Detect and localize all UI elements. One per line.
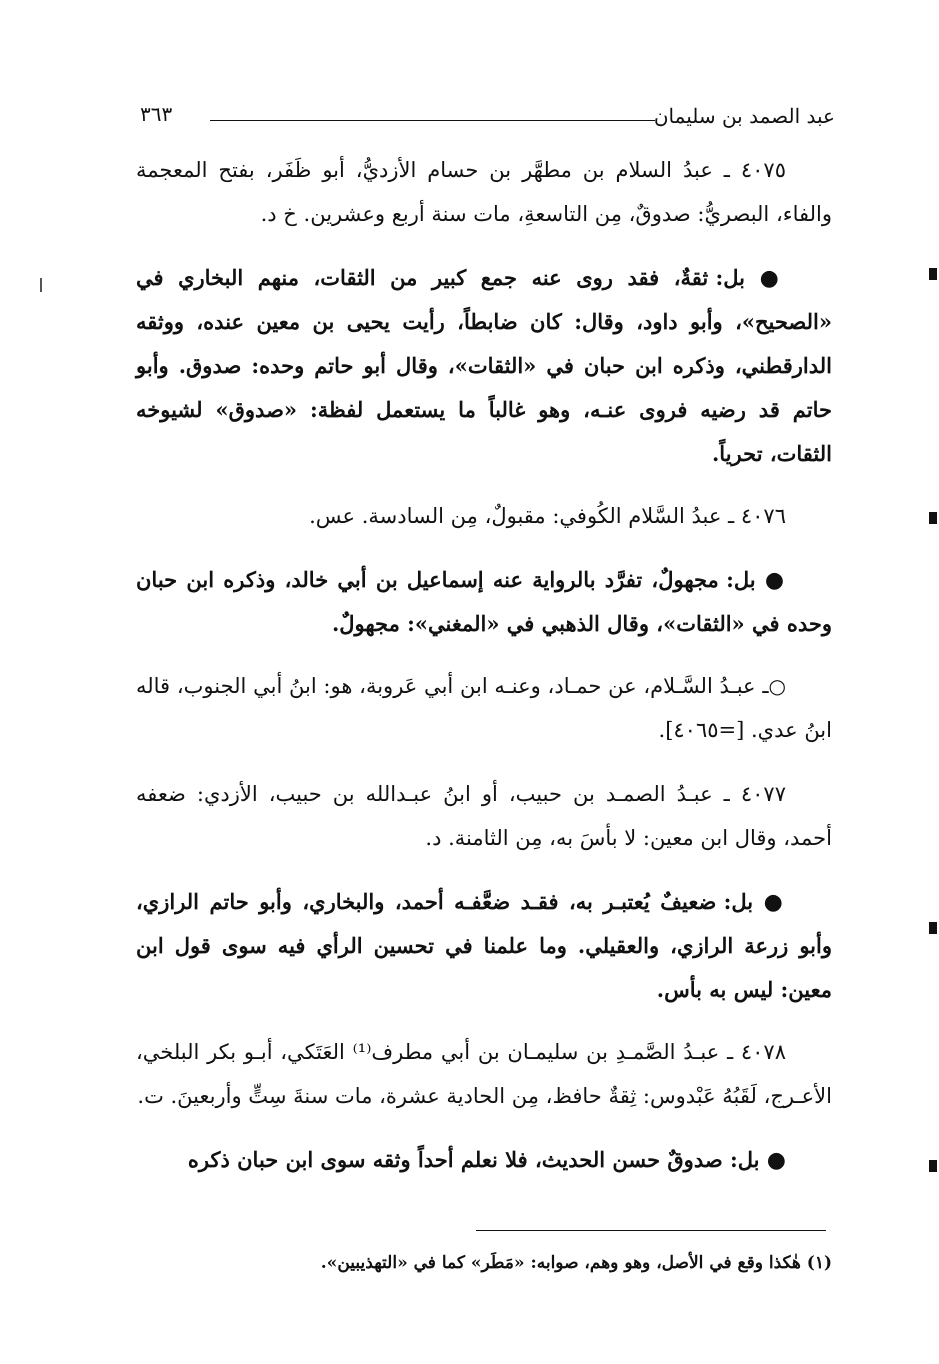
- margin-mark: [929, 268, 937, 280]
- comment-4075: [136, 256, 832, 476]
- footnote: (١) هٰكذا وقع في الأصل، وهو وهم، صوابه: «مَطَر» كما في «التهذيبين».: [320, 1253, 832, 1273]
- page-number: ٣٦٣: [140, 102, 173, 126]
- margin-mark: [929, 1160, 937, 1172]
- bullet-icon: ●: [764, 567, 786, 593]
- page-body: [136, 148, 832, 1200]
- bullet-icon: ●: [759, 265, 786, 291]
- entry-4078: ٤٠٧٨ ـ عبـدُ الصَّمـدِ بن سليمـان بن أبي مطرف⁽¹⁾ العَتَكي، أبـو بكر البلخي، الأعـرج، لَقَبُهُ عَبْدوس: ثِقةٌ حافظ، مِن الحادية عشرة، مات سنةَ سِتٍّ وأربعينَ. ت.: [136, 1040, 832, 1108]
- comment-text: بل: ثقةٌ، فقد روى عنه جمع كبير من الثقات، منهم البخاري في «الصحيح»، وأبو داود، وقال: كان ضابطاً، رأيت يحيى بن معين عنده، ووثقه الدارقطني، وذكره ابن حبان في «الثقات»، وقال أبو حاتم وحده: صدوق. وأبو حاتم قد رضيه فروى عنـه، وهو غالباً ما يستعمل لفظة: «صدوق» لشيوخه الثقات، تحرياً.: [136, 265, 832, 466]
- comment-4077: [136, 880, 832, 1012]
- entry-abd-al-salam-cross-ref: [136, 664, 832, 752]
- scan-speck: [40, 278, 42, 292]
- margin-mark: [929, 512, 937, 524]
- comment-text: بل: ضعيفٌ يُعتبـر به، فقـد ضعَّفـه أحمد، والبخاري، وأبو حاتم الرازي، وأبو زرعة الرازي، والعقيلي. وما علمنا في تحسين الرأي فيه سوى قول ابن معين: ليس به بأس.: [136, 889, 832, 1002]
- entry-4076: ٤٠٧٦ ـ عبدُ السَّلام الكُوفي: مقبولٌ، مِن السادسة. عس.: [309, 504, 786, 528]
- page-header: [140, 98, 835, 134]
- entry-text: ـ عبـدُ السَّـلام، عن حمـاد، وعنـه ابن أبي عَروبة، هو: ابنُ أبي الجنوب، قاله ابنُ عدي. [=٤٠٦٥].: [136, 674, 832, 742]
- comment-4076: [136, 558, 832, 646]
- comment-4078: [136, 1138, 832, 1182]
- bullet-icon: ●: [763, 889, 786, 915]
- footnote-rule: [476, 1230, 826, 1231]
- header-rule: [210, 120, 655, 121]
- comment-text: بل: صدوقٌ حسن الحديث، فلا نعلم أحداً وثقه سوى ابن حبان ذكره: [187, 1147, 760, 1172]
- entry-4075: ٤٠٧٥ ـ عبدُ السلام بن مطهَّر بن حسام الأزديُّ، أبو ظَفَر، بفتح المعجمة والفاء، البصريُّ: صدوقٌ، مِن التاسعةِ، مات سنة أربع وعشرين. خ د.: [136, 158, 832, 226]
- circle-marker-icon: ○: [768, 674, 787, 698]
- running-title: عبد الصمد بن سليمان: [653, 104, 835, 128]
- bullet-icon: ●: [766, 1147, 786, 1173]
- comment-text: بل: مجهولٌ، تفرَّد بالرواية عنه إسماعيل بن أبي خالد، وذكره ابن حبان وحده في «الثقات»، وقال الذهبي في «المغني»: مجهولٌ.: [136, 567, 832, 636]
- margin-mark: [929, 922, 937, 934]
- entry-4077: ٤٠٧٧ ـ عبـدُ الصمـد بن حبيب، أو ابنُ عبـدالله بن حبيب، الأزدي: ضعفه أحمد، وقال ابن معين: لا بأسَ به، مِن الثامنة. د.: [136, 782, 832, 850]
